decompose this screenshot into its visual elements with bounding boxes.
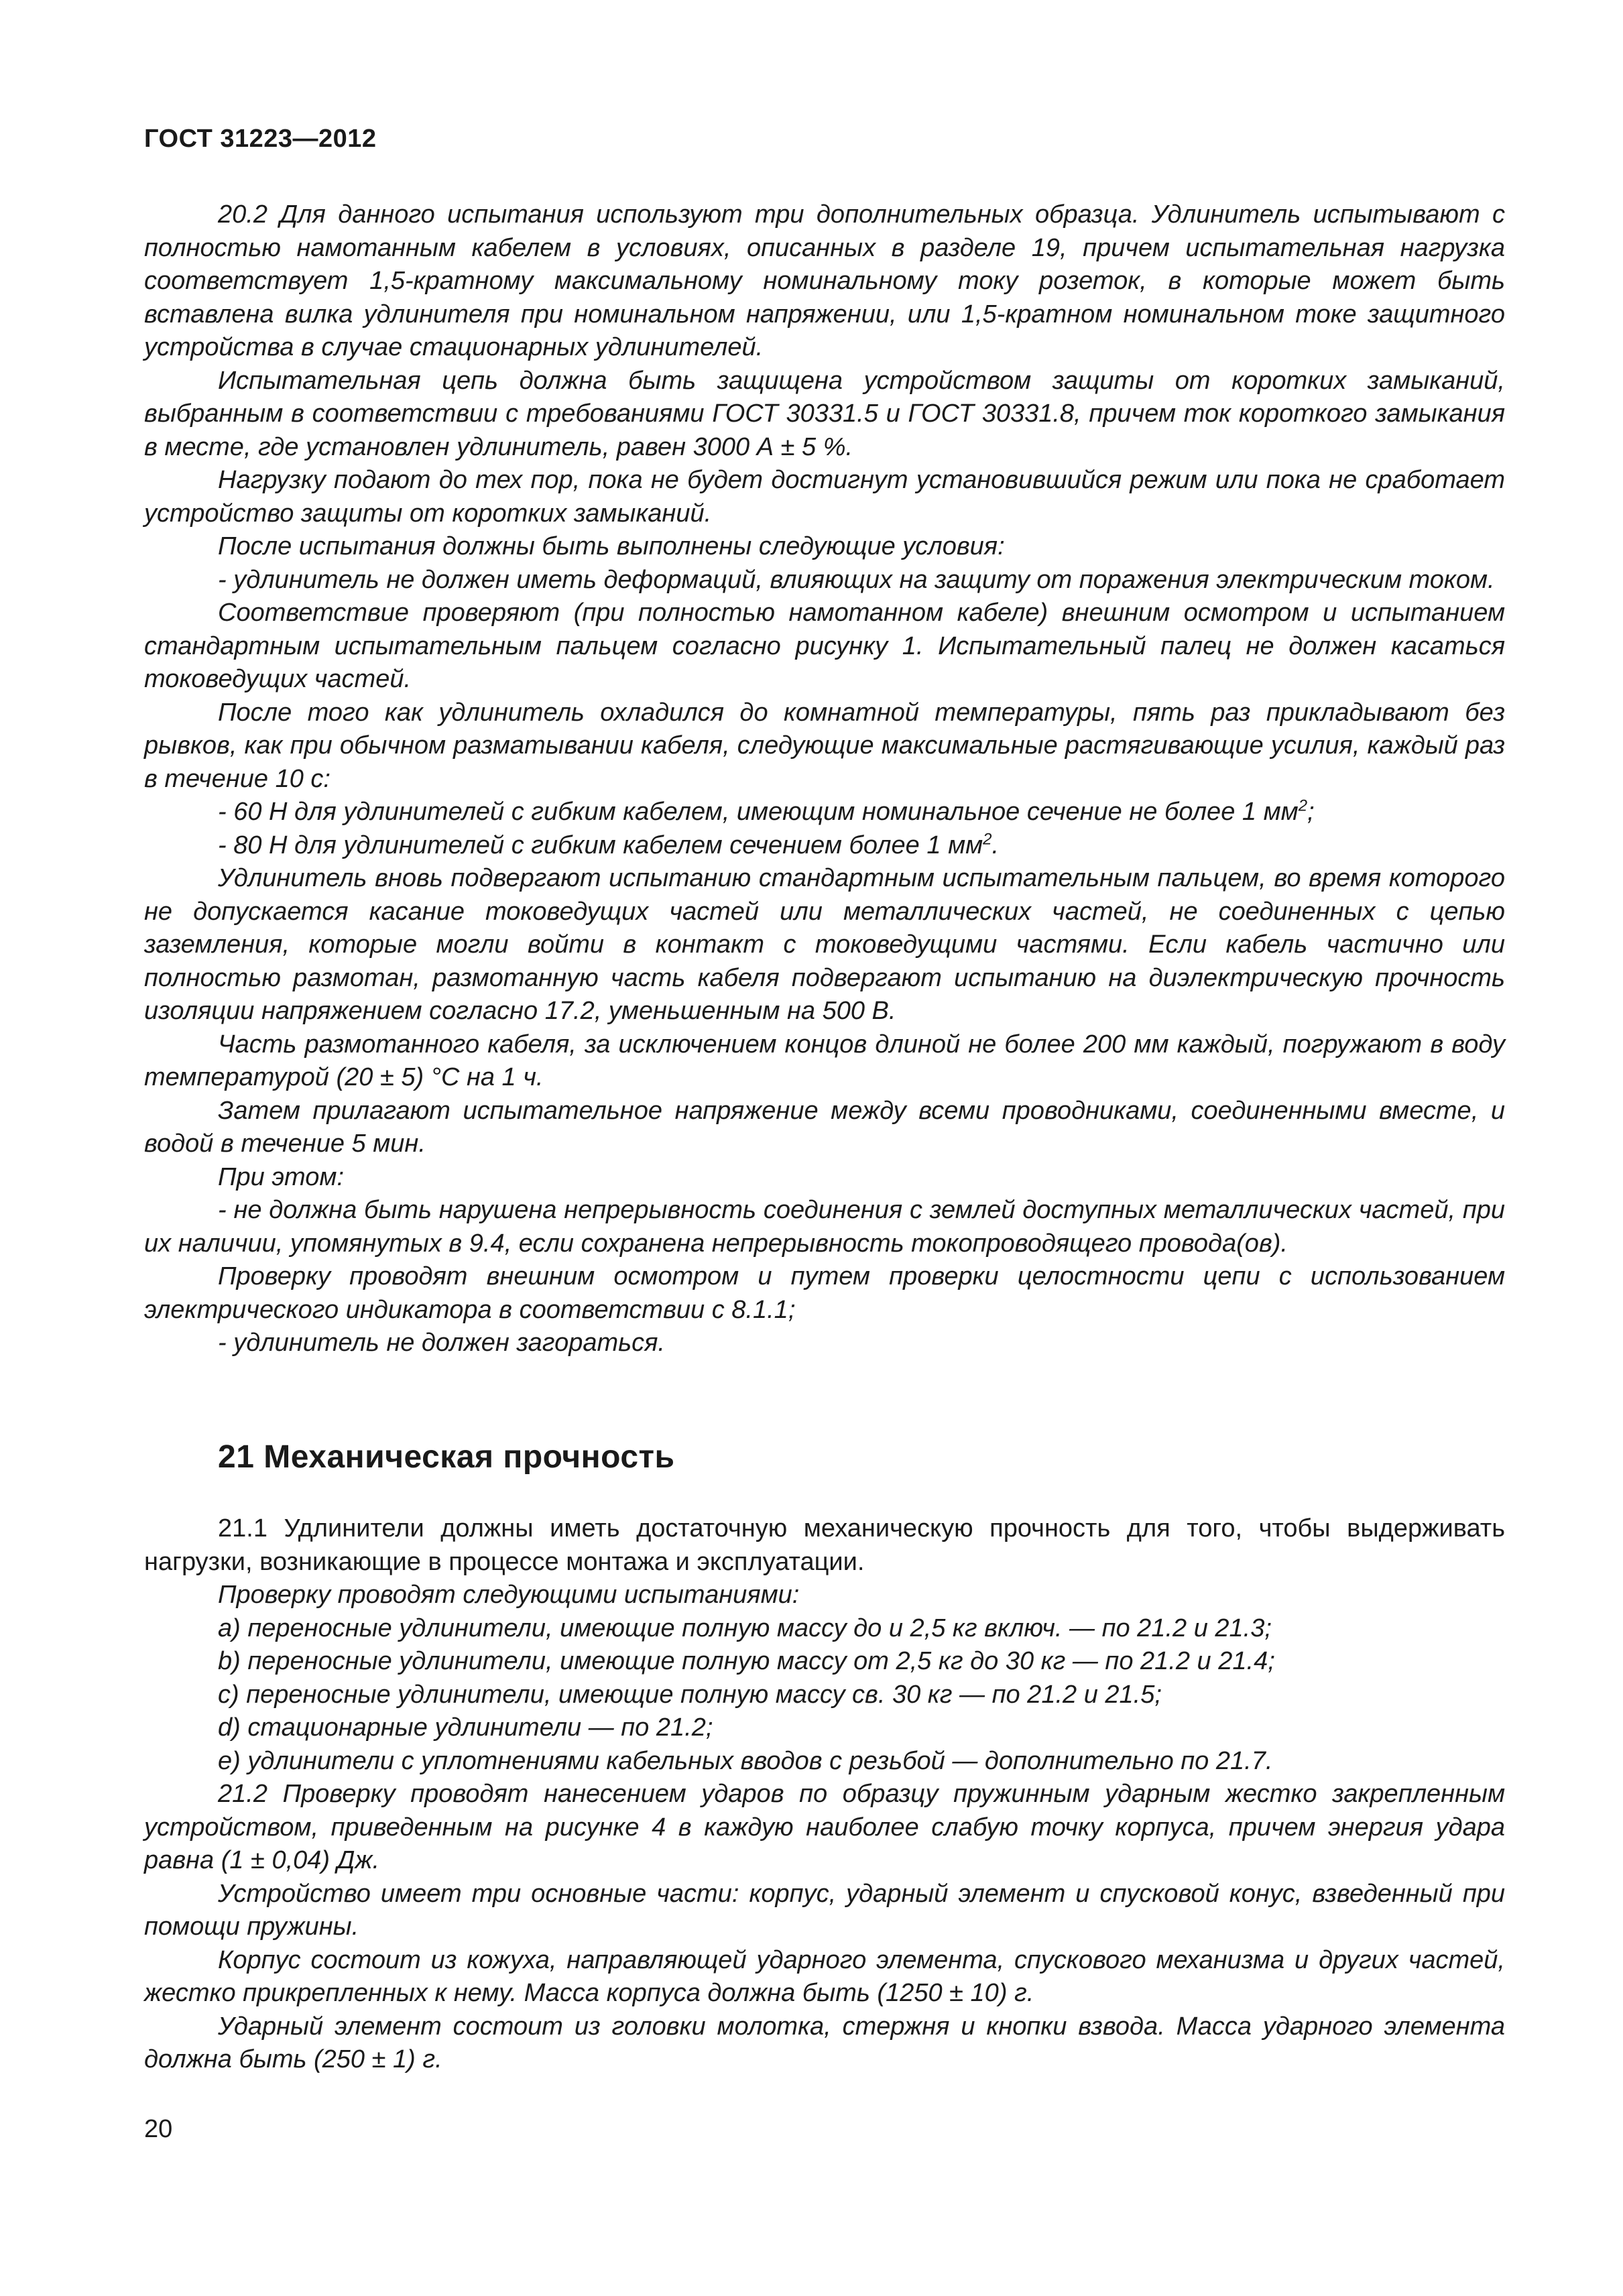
paragraph: Проверку проводят следующими испытаниями: [218,1581,800,1609]
paragraph: Затем прилагают испытательное напряжение между всеми проводниками, соединенными вместе, и водой в течение 5 мин. [144,1096,1505,1158]
paragraph: Ударный элемент состоит из головки молотка, стержня и кнопки взвода. Масса ударного элемента должна быть (250 ± 1) г. [144,2012,1505,2073]
punctuation: ; [1307,798,1315,826]
list-item: e) удлинители с уплотнениями кабельных вводов с резьбой — дополнительно по 21.7. [218,1746,1273,1775]
paragraph: Нагрузку подают до тех пор, пока не будет достигнут установившийся режим или пока не сработает устройство защиты от коротких замыканий. [144,466,1505,528]
list-item: b) переносные удлинители, имеющие полную массу от 2,5 кг до 30 кг — по 21.2 и 21.4; [218,1647,1275,1675]
paragraph: Часть размотанного кабеля, за исключением концов длиной не более 200 мм каждый, погружают в воду температурой (20 ± 5) °С на 1 ч. [144,1030,1505,1091]
list-item-force-60n [144,796,1505,829]
list-item: - удлинитель не должен загораться. [218,1329,665,1357]
paragraph: При этом: [218,1162,345,1191]
list-item: - удлинитель не должен иметь деформаций, влияющих на защиту от поражения электрическим током. [218,565,1495,594]
superscript: 2 [983,829,992,848]
paragraph-21-1: 21.1 Удлинители должны иметь достаточную механическую прочность для того, чтобы выдерживать нагрузки, возникающие в процессе монтажа и эксплуатации. [144,1514,1505,1576]
section-21-body [144,1512,1505,2077]
list-item: - не должна быть нарушена непрерывность соединения с землей доступных металлических частей, при их наличии, упомянутых в 9.4, если сохранена непрерывность токопроводящего провода(ов). [144,1196,1505,1258]
paragraph: Корпус состоит из кожуха, направляющей ударного элемента, спускового механизма и других частей, жестко прикрепленных к нему. Масса корпуса должна быть (1250 ± 10) г. [144,1945,1505,2007]
page-number: 20 [144,2115,173,2143]
list-item-force-80n [144,829,1505,863]
force-item-text: - 80 Н для удлинителей с гибким кабелем сечением более 1 мм [218,831,983,859]
document-code-header: ГОСТ 31223—2012 [144,125,377,153]
paragraph: Соответствие проверяют (при полностью намотанном кабеле) внешним осмотром и испытанием стандартным испытательным пальцем согласно рисунку 1. Испытательный палец не должен касаться токоведущих частей. [144,599,1505,693]
section-21-heading: 21 Механическая прочность [218,1439,675,1475]
paragraph: После испытания должны быть выполнены следующие условия: [218,532,1005,560]
list-item: c) переносные удлинители, имеющие полную массу св. 30 кг — по 21.2 и 21.5; [218,1680,1162,1709]
paragraph-21-2: 21.2 Проверку проводят нанесением ударов по образцу пружинным ударным жестко закрепленным устройством, приведенным на рисунке 4 в каждую наиболее слабую точку корпуса, причем энергия удара равна (1 ± 0,04) Дж. [144,1780,1505,1874]
list-item: d) стационарные удлинители — по 21.2; [218,1713,713,1742]
paragraph: Испытательная цепь должна быть защищена устройством защиты от коротких замыканий, выбранным в соответствии с требованиями ГОСТ 30331.5 и ГОСТ 30331.8, причем ток короткого замыкания в месте, где установлен удлинитель, равен 3000 А ± 5 %. [144,366,1505,461]
punctuation: . [991,831,1000,859]
paragraph: После того как удлинитель охладился до комнатной температуры, пять раз прикладывают без рывков, как при обычном разматывании кабеля, следующие максимальные растягивающие усилия, каждый раз в течение 10 с: [144,698,1505,793]
paragraph: Устройство имеет три основные части: корпус, ударный элемент и спусковой конус, взведенный при помощи пружины. [144,1879,1505,1941]
paragraph: Проверку проводят внешним осмотром и путем проверки целостности цепи с использованием электрического индикатора в соответствии с 8.1.1; [144,1262,1505,1324]
list-item: a) переносные удлинители, имеющие полную массу до и 2,5 кг включ. — по 21.2 и 21.3; [218,1614,1272,1642]
section-20-body [144,198,1505,1360]
superscript: 2 [1298,796,1308,815]
force-item-text: - 60 Н для удлинителей с гибким кабелем, имеющим номинальное сечение не более 1 мм [218,798,1299,826]
paragraph: Удлинитель вновь подвергают испытанию стандартным испытательным пальцем, во время которого не допускается касание токоведущих частей или металлических частей, не соединенных с цепью заземления, которые могли войти в контакт с токоведущими частями. Если кабель частично или полностью размотан, размотанную часть кабеля подвергают испытанию на диэлектрическую прочность изоляции напряжением согласно 17.2, уменьшенным на 500 В. [144,864,1505,1025]
paragraph: 20.2 Для данного испытания используют три дополнительных образца. Удлинитель испытывают с полностью намотанным кабелем в условиях, описанных в разделе 19, причем испытательная нагрузка соответствует 1,5-кратному максимальному номинальному току розеток, в которые может быть вставлена вилка удлинителя при номинальном напряжении, или 1,5-кратном номинальном токе защитного устройства в случае стационарных удлинителей. [144,200,1505,361]
